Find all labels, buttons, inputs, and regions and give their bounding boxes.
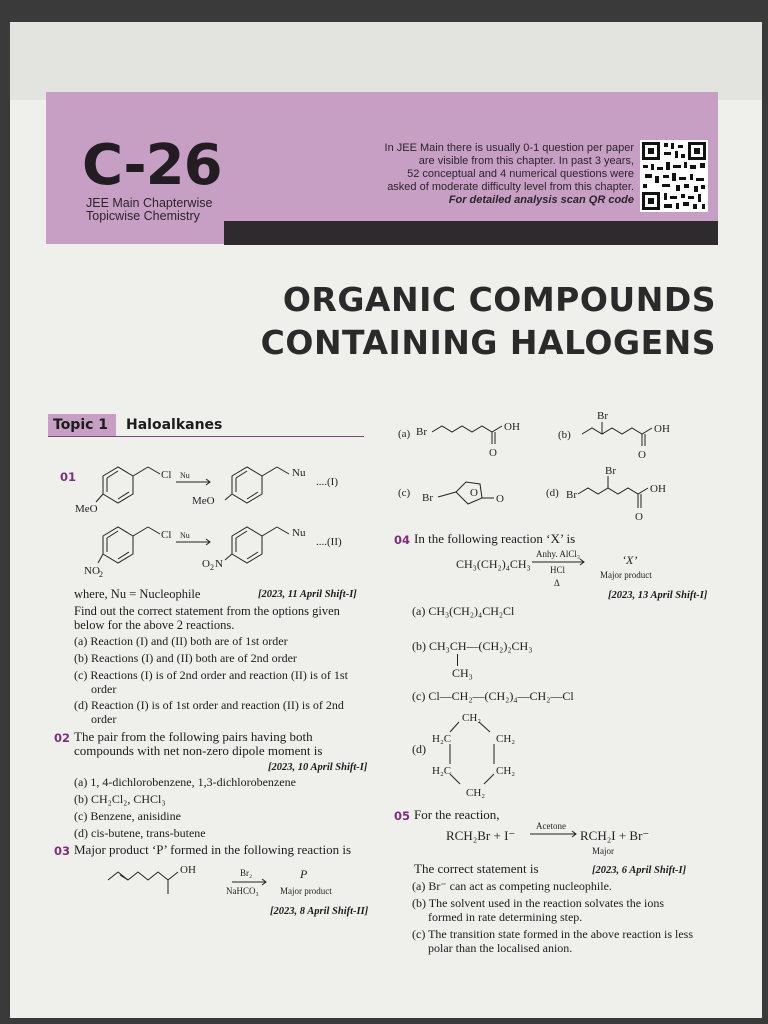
topic-name: Haloalkanes bbox=[126, 417, 223, 433]
q05-equation-left: RCH₂Br + I⁻ bbox=[446, 828, 516, 843]
svg-text:H₂C: H₂C bbox=[432, 765, 452, 777]
svg-text:O: O bbox=[489, 447, 497, 459]
q01-label-ii: ....(II) bbox=[316, 536, 342, 548]
q04-product-note: Major product bbox=[600, 570, 652, 580]
svg-text:N: N bbox=[215, 558, 223, 570]
svg-text:Cl: Cl bbox=[161, 469, 172, 481]
svg-text:Nu: Nu bbox=[292, 467, 306, 479]
svg-text:Br: Br bbox=[416, 426, 427, 438]
svg-text:Br: Br bbox=[566, 489, 577, 501]
q05-correct: The correct statement is bbox=[414, 861, 539, 876]
option-line: (b) The solvent used in the reaction solvates the ions bbox=[412, 896, 665, 910]
q03-reaction-diagram bbox=[104, 858, 354, 908]
option-line: (d) Reaction (I) is of 1st order and reaction (II) is of 2nd bbox=[74, 698, 344, 712]
svg-text:H₂C: H₂C bbox=[432, 733, 452, 745]
q01-option-c[interactable] bbox=[74, 669, 348, 696]
q01-stem bbox=[74, 604, 340, 632]
info-line: 52 conceptual and 4 numerical questions were bbox=[407, 168, 634, 180]
q05-cond: Acetone bbox=[536, 821, 566, 831]
q04-reaction-diagram bbox=[452, 546, 712, 596]
q05-option-c[interactable] bbox=[412, 928, 693, 955]
svg-text:Nu: Nu bbox=[180, 471, 190, 480]
svg-text:OH: OH bbox=[504, 421, 520, 433]
info-line: For detailed analysis scan QR code bbox=[448, 194, 634, 206]
svg-text:CH₂: CH₂ bbox=[496, 765, 516, 777]
stem-line: Find out the correct statement from the options given bbox=[74, 604, 340, 618]
svg-text:O: O bbox=[496, 493, 504, 505]
chapter-code: C-26 bbox=[82, 133, 222, 198]
info-line: asked of moderate difficulty level from this chapter. bbox=[387, 181, 634, 193]
q05-reaction-diagram bbox=[440, 820, 710, 860]
q02-option-c[interactable]: (c) Benzene, anisidine bbox=[74, 809, 181, 823]
q04-option-b-sub: CH₃ bbox=[452, 666, 473, 680]
svg-text:Nu: Nu bbox=[292, 527, 306, 539]
q04-product: ‘X’ bbox=[622, 553, 638, 567]
info-line: In JEE Main there is usually 0-1 question per paper bbox=[384, 142, 634, 154]
q02-ref: [2023, 10 April Shift-I] bbox=[268, 762, 368, 773]
topic-heading bbox=[48, 414, 364, 437]
svg-text:O: O bbox=[638, 449, 646, 461]
q04-option-b-bond bbox=[457, 654, 458, 666]
qr-code-icon[interactable] bbox=[640, 140, 708, 212]
q04-cond-bottom: Δ bbox=[554, 578, 560, 588]
q05-stem: For the reaction, bbox=[414, 807, 500, 822]
option-line: (c) The transition state formed in the above reaction is less bbox=[412, 927, 694, 941]
question-number: 04 bbox=[394, 533, 411, 547]
q01-label-i: ....(I) bbox=[316, 476, 338, 488]
q02-option-d[interactable]: (d) cis-butene, trans-butene bbox=[74, 826, 206, 840]
title-line: ORGANIC COMPOUNDS bbox=[282, 280, 716, 319]
q01-where: where, Nu = Nucleophile bbox=[74, 587, 201, 601]
svg-text:2: 2 bbox=[210, 563, 214, 572]
svg-text:OH: OH bbox=[180, 864, 196, 876]
svg-text:CH₂: CH₂ bbox=[462, 712, 482, 724]
q03-reagent-top: Br₂ bbox=[240, 868, 253, 878]
q03-option-c-label: (c) bbox=[398, 487, 411, 499]
question-number: 05 bbox=[394, 809, 411, 823]
stem-line: The pair from the following pairs having both bbox=[74, 729, 313, 744]
svg-text:CH₂: CH₂ bbox=[496, 733, 516, 745]
question-number: 02 bbox=[54, 731, 71, 745]
header-dark-bar bbox=[224, 221, 718, 245]
option-line: polar than the localised anion. bbox=[428, 940, 573, 955]
q01-reactions-diagram bbox=[60, 440, 370, 590]
q03-option-a-label: (a) bbox=[398, 428, 411, 440]
q02-option-a[interactable]: (a) 1, 4-dichlorobenzene, 1,3-dichlorobenzene bbox=[74, 775, 296, 789]
svg-text:CH₂: CH₂ bbox=[466, 787, 486, 799]
q05-equation-right: RCH₂I + Br⁻ bbox=[580, 828, 650, 843]
q03-option-b-label: (b) bbox=[558, 429, 571, 441]
svg-text:Br: Br bbox=[605, 465, 616, 477]
stem-line: below for the above 2 reactions. bbox=[74, 618, 235, 632]
svg-text:Cl: Cl bbox=[161, 529, 172, 541]
q01-option-d[interactable] bbox=[74, 699, 344, 726]
q04-cond-top: Anhy. AlCl₃ bbox=[536, 549, 581, 559]
subtitle-line: JEE Main Chapterwise bbox=[86, 196, 213, 210]
q03-ref: [2023, 8 April Shift-II] bbox=[270, 906, 369, 917]
q02-option-b[interactable]: (b) CH₂Cl₂, CHCl₃ bbox=[74, 792, 166, 806]
chapter-info bbox=[350, 142, 634, 207]
q04-option-b[interactable]: (b) CH₃CH—(CH₂)₂CH₃ bbox=[412, 639, 533, 653]
stem-line: compounds with net non-zero dipole moment is bbox=[74, 743, 323, 758]
svg-text:Nu: Nu bbox=[180, 531, 190, 540]
q01-option-b[interactable]: (b) Reactions (I) and (II) both are of 2nd order bbox=[74, 651, 297, 665]
q01-option-a[interactable]: (a) Reaction (I) and (II) both are of 1st order bbox=[74, 634, 288, 648]
page-top-strip bbox=[10, 22, 762, 100]
q03-option-d-label: (d) bbox=[546, 487, 559, 499]
q04-reactant: CH₃(CH₂)₄CH₃ bbox=[456, 557, 531, 571]
svg-text:O: O bbox=[202, 558, 210, 570]
q04-ref: [2023, 13 April Shift-I] bbox=[608, 590, 708, 601]
q04-option-c[interactable]: (c) Cl—CH₂—(CH₂)₄—CH₂—Cl bbox=[412, 689, 574, 703]
q03-options-structures bbox=[398, 412, 718, 532]
svg-text:MeO: MeO bbox=[75, 503, 98, 515]
q03-product-note: Major product bbox=[280, 886, 332, 896]
q05-major: Major bbox=[592, 846, 614, 856]
title-line: CONTAINING HALOGENS bbox=[260, 323, 716, 362]
svg-text:MeO: MeO bbox=[192, 495, 215, 507]
q05-option-b[interactable] bbox=[412, 897, 664, 924]
svg-text:O: O bbox=[635, 511, 643, 523]
option-line: formed in rate determining step. bbox=[428, 909, 583, 924]
info-line: are visible from this chapter. In past 3 years, bbox=[418, 155, 634, 167]
q04-cond-mid: HCl bbox=[550, 565, 566, 575]
topic-tag: Topic 1 bbox=[48, 414, 116, 436]
svg-text:OH: OH bbox=[650, 483, 666, 495]
svg-text:Br: Br bbox=[422, 492, 433, 504]
svg-text:NO: NO bbox=[84, 565, 100, 577]
q03-reagent-bottom: NaHCO₃ bbox=[226, 886, 259, 896]
chapter-title bbox=[240, 278, 716, 364]
q05-ref: [2023, 6 April Shift-I] bbox=[592, 865, 687, 876]
q02-stem bbox=[74, 730, 322, 758]
q05-option-a[interactable]: (a) Br⁻ can act as competing nucleophile. bbox=[412, 879, 612, 893]
svg-text:Br: Br bbox=[597, 412, 608, 422]
svg-text:O: O bbox=[470, 487, 478, 499]
q01-ref: [2023, 11 April Shift-I] bbox=[258, 589, 357, 600]
option-line: order bbox=[91, 711, 117, 726]
q04-stem: In the following reaction ‘X’ is bbox=[414, 531, 576, 546]
q03-stem: Major product ‘P’ formed in the following reaction is bbox=[74, 842, 352, 857]
option-line: (c) Reactions (I) is of 2nd order and reaction (II) is of 1st bbox=[74, 668, 348, 682]
chapter-subtitle bbox=[86, 197, 212, 223]
question-number: 01 bbox=[60, 470, 77, 484]
q03-product: P bbox=[300, 867, 308, 881]
q04-option-d-structure bbox=[424, 708, 524, 804]
svg-text:OH: OH bbox=[654, 423, 670, 435]
option-line: order bbox=[91, 681, 117, 696]
q04-option-d[interactable]: (d) bbox=[412, 742, 426, 756]
q04-option-a[interactable]: (a) CH₃(CH₂)₄CH₂Cl bbox=[412, 604, 515, 618]
question-number: 03 bbox=[54, 844, 71, 858]
svg-text:2: 2 bbox=[99, 570, 103, 579]
subtitle-line: Topicwise Chemistry bbox=[86, 209, 200, 223]
